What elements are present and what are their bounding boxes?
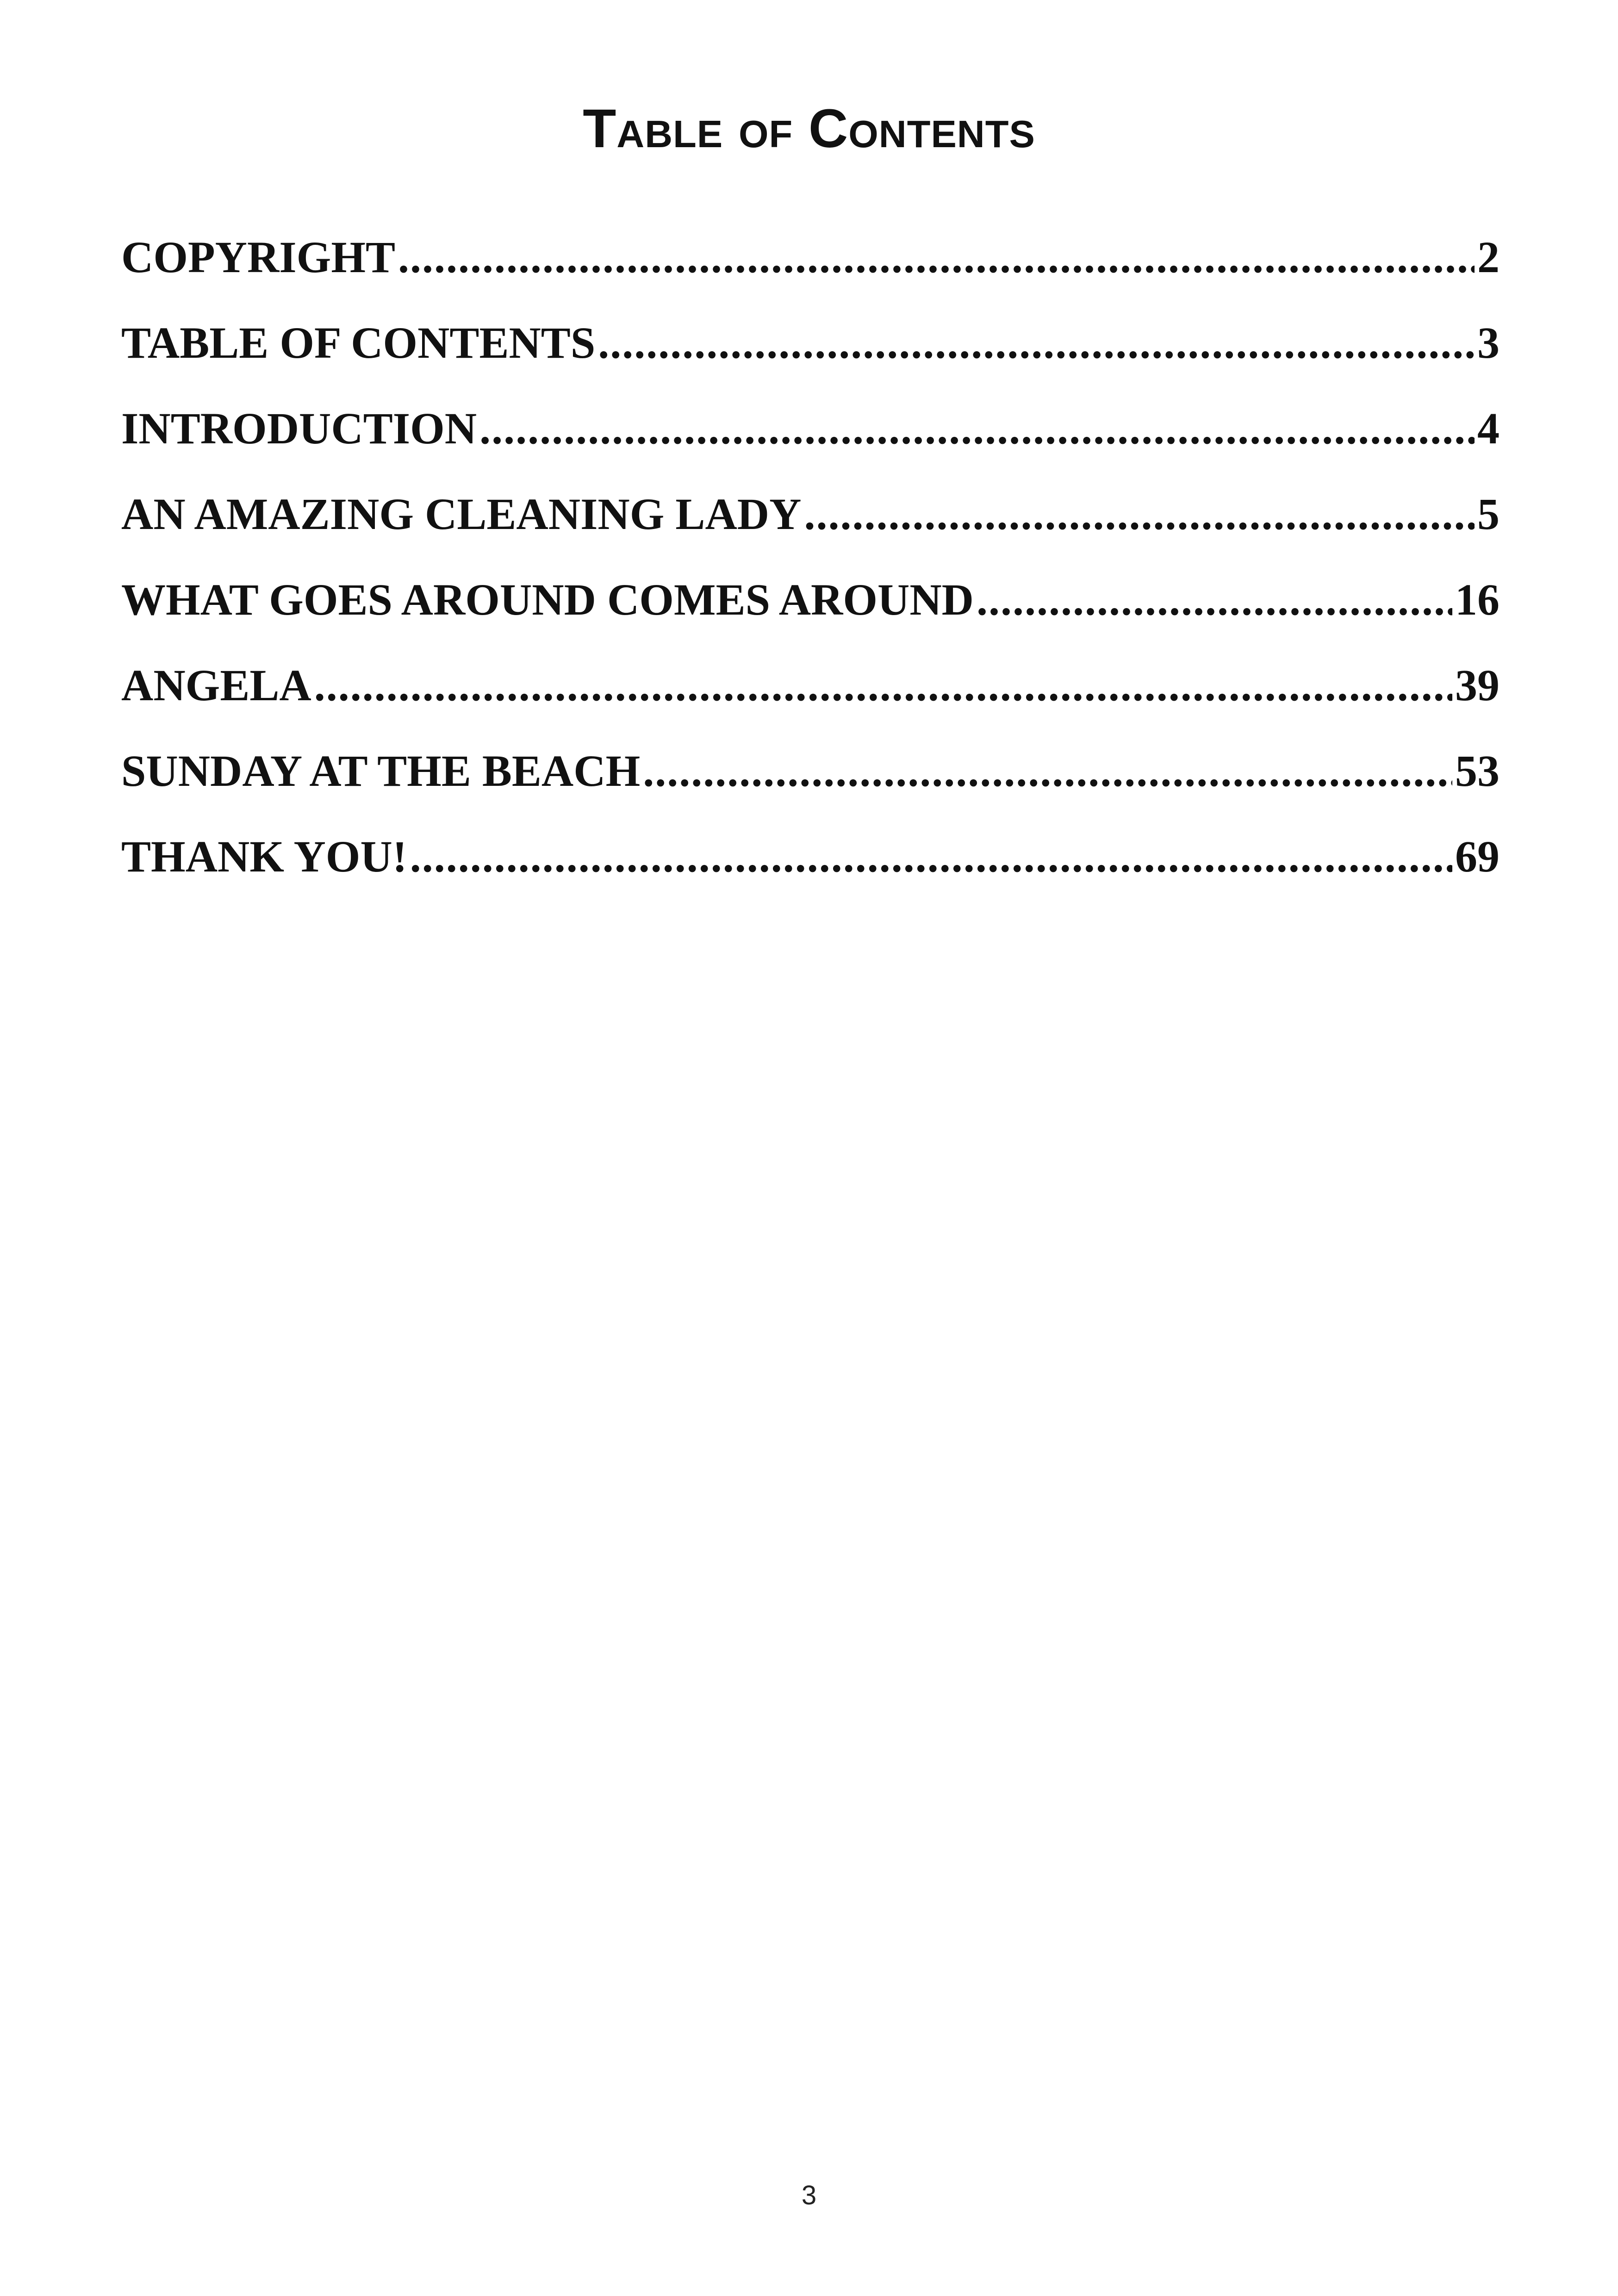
toc-entry-label: AN AMAZING CLEANING LADY [121, 489, 802, 539]
toc-entry-page: 16 [1455, 575, 1500, 624]
toc-entry-label: COPYRIGHT [121, 232, 396, 282]
toc-entry-thank-you[interactable] [121, 831, 1500, 916]
page-number: 3 [801, 2180, 817, 2210]
toc-entry-label: SUNDAY AT THE BEACH [121, 746, 641, 796]
toc-entry-sunday-at-the-beach[interactable] [121, 745, 1500, 831]
page-title: Table of Contents [583, 98, 1035, 159]
toc-dot-leader [643, 745, 1452, 796]
toc-entry-page: 69 [1455, 832, 1500, 881]
toc-entry-an-amazing-cleaning-lady[interactable] [121, 488, 1500, 574]
toc-dot-leader [598, 317, 1475, 368]
table-of-contents [121, 231, 1500, 916]
toc-entry-angela[interactable] [121, 660, 1500, 745]
toc-entry-what-goes-around[interactable] [121, 574, 1500, 660]
toc-dot-leader [314, 660, 1452, 711]
toc-entry-page: 3 [1477, 318, 1500, 367]
toc-entry-label: INTRODUCTION [121, 404, 477, 453]
toc-dot-leader [977, 574, 1452, 625]
toc-entry-copyright[interactable] [121, 231, 1500, 317]
toc-entry-introduction[interactable] [121, 403, 1500, 488]
toc-entry-label: THANK YOU! [121, 832, 407, 881]
toc-dot-leader [410, 831, 1452, 882]
toc-dot-leader [398, 231, 1475, 283]
toc-dot-leader [804, 488, 1475, 540]
toc-entry-page: 4 [1477, 404, 1500, 453]
toc-entry-label: TABLE OF CONTENTS [121, 318, 596, 367]
toc-entry-table-of-contents[interactable] [121, 317, 1500, 403]
toc-entry-page: 39 [1455, 660, 1500, 710]
toc-entry-label: WHAT GOES AROUND COMES AROUND [121, 575, 974, 624]
toc-entry-label: ANGELA [121, 660, 311, 710]
toc-entry-page: 2 [1477, 232, 1500, 282]
toc-entry-page: 53 [1455, 746, 1500, 796]
toc-dot-leader [479, 403, 1475, 454]
toc-entry-page: 5 [1477, 489, 1500, 539]
